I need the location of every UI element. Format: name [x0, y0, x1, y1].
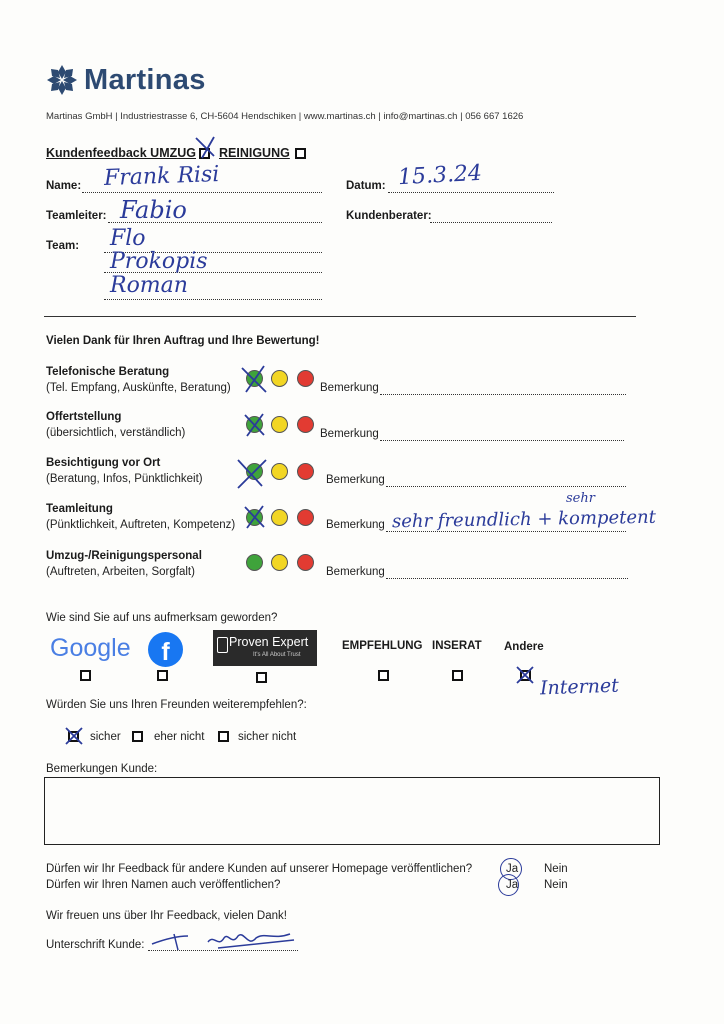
datum-label: Datum:: [346, 180, 386, 192]
title-umzug: Kundenfeedback UMZUG: [46, 146, 197, 160]
rating-subtitle: (Beratung, Infos, Pünktlichkeit): [46, 473, 203, 485]
remark-line[interactable]: [380, 394, 626, 395]
neutral-face-icon[interactable]: [271, 463, 288, 480]
facebook-icon: f: [148, 632, 183, 667]
neutral-face-icon[interactable]: [271, 554, 288, 571]
rating-title: Besichtigung vor Ort: [46, 457, 161, 469]
sad-face-icon[interactable]: [297, 463, 314, 480]
proven-expert-logo: [213, 630, 317, 666]
happy-face-icon[interactable]: [246, 554, 263, 571]
proven-expert-label: Proven Expert: [229, 635, 309, 649]
recommend-eher-nicht-checkbox[interactable]: [132, 731, 143, 742]
comments-label: Bemerkungen Kunde:: [46, 763, 158, 775]
name-line: [82, 192, 322, 193]
source-question: Wie sind Sie auf uns aufmerksam geworden?: [46, 612, 278, 624]
andere-label: Andere: [504, 641, 544, 653]
empfehlung-label: EMPFEHLUNG: [342, 640, 423, 652]
proven-expert-checkbox[interactable]: [256, 672, 267, 683]
recommend-sicher-nicht-label: sicher nicht: [238, 731, 297, 743]
sad-face-icon[interactable]: [297, 554, 314, 571]
logo-mark-icon: [46, 64, 78, 96]
thanks-text: Wir freuen uns über Ihr Feedback, vielen Dank!: [46, 910, 287, 922]
google-checkbox[interactable]: [80, 670, 91, 681]
name-value[interactable]: Frank Risi: [103, 161, 220, 192]
inserat-label: INSERAT: [432, 640, 482, 652]
publish-question-1: Dürfen wir Ihr Feedback für andere Kunden auf unserer Homepage veröffentlichen?: [46, 863, 473, 875]
company-name: Martinas: [84, 64, 206, 96]
remark-above-value: sehr: [566, 491, 595, 506]
publish-2-ja[interactable]: Ja: [506, 879, 519, 891]
rating-subtitle: (Auftreten, Arbeiten, Sorgfalt): [46, 566, 195, 578]
team-member-1[interactable]: Flo: [110, 226, 146, 251]
google-label: Google: [50, 634, 131, 662]
datum-value[interactable]: 15.3.24: [397, 160, 483, 191]
sad-face-icon[interactable]: [297, 509, 314, 526]
remark-label: Bemerkung: [326, 519, 385, 531]
kundenberater-line: [430, 222, 552, 223]
empfehlung-checkbox[interactable]: [378, 670, 389, 681]
publish-2-ja-circle-icon: [498, 874, 519, 896]
reinigung-checkbox[interactable]: [295, 148, 306, 159]
section-divider: [44, 316, 636, 317]
neutral-face-icon[interactable]: [271, 509, 288, 526]
remark-label: Bemerkung: [320, 382, 379, 394]
google-logo: [50, 634, 131, 663]
company-logo: [46, 64, 78, 96]
rating-subtitle: (Tel. Empfang, Auskünfte, Beratung): [46, 382, 231, 394]
teamleiter-value[interactable]: Fabio: [120, 196, 187, 224]
company-address: Martinas GmbH | Industriestrasse 6, CH-5604 Hendschiken | www.martinas.ch | info@martinas.ch | 056 667 1626: [46, 111, 524, 122]
title-reinigung: REINIGUNG: [219, 146, 290, 160]
publish-question-2: Dürfen wir Ihren Namen auch veröffentlichen?: [46, 879, 281, 891]
sad-face-icon[interactable]: [297, 370, 314, 387]
teamleiter-label: Teamleiter:: [46, 210, 107, 222]
team-member-3[interactable]: Roman: [110, 273, 188, 298]
selection-cross-icon: [232, 454, 272, 492]
neutral-face-icon[interactable]: [271, 370, 288, 387]
ratings-intro: Vielen Dank für Ihren Auftrag und Ihre Bewertung!: [46, 335, 320, 347]
rating-subtitle: (übersichtlich, verständlich): [46, 427, 186, 439]
comments-box[interactable]: [44, 777, 660, 845]
facebook-checkbox[interactable]: [157, 670, 168, 681]
selection-cross-icon: [238, 362, 272, 396]
selection-cross-icon: [240, 502, 270, 532]
form-title: [46, 146, 196, 160]
name-label: Name:: [46, 180, 82, 192]
umzug-check-mark-icon: [192, 134, 222, 162]
remark-label: Bemerkung: [320, 428, 379, 440]
kundenberater-label: Kundenberater:: [346, 210, 432, 222]
remark-line[interactable]: [380, 440, 624, 441]
sad-face-icon[interactable]: [297, 416, 314, 433]
remark-label: Bemerkung: [326, 474, 385, 486]
recommend-sicher-nicht-checkbox[interactable]: [218, 731, 229, 742]
rating-title: Umzug-/Reinigungspersonal: [46, 550, 202, 562]
remark-line[interactable]: [386, 486, 626, 487]
proven-expert-tagline: It's All About Trust: [253, 652, 301, 658]
remark-label: Bemerkung: [326, 566, 385, 578]
recommend-check-mark-icon: [63, 725, 85, 747]
team-member-2[interactable]: Prokopis: [110, 249, 208, 274]
recommend-eher-nicht-label: eher nicht: [154, 731, 205, 743]
andere-value[interactable]: Internet: [539, 674, 620, 700]
rating-title: Teamleitung: [46, 503, 113, 515]
publish-1-ja[interactable]: Ja: [506, 863, 519, 875]
signature-label: Unterschrift Kunde:: [46, 939, 145, 951]
team-line-3: [104, 299, 322, 300]
rating-subtitle: (Pünktlichkeit, Auftreten, Kompetenz): [46, 519, 236, 531]
proven-expert-icon: [217, 637, 228, 653]
remark-value[interactable]: sehr freundlich + kompetent: [391, 506, 657, 533]
recommend-question: Würden Sie uns Ihren Freunden weiterempfehlen?:: [46, 699, 307, 711]
recommend-sicher-label: sicher: [90, 731, 121, 743]
publish-1-nein[interactable]: Nein: [544, 863, 568, 875]
team-label: Team:: [46, 240, 80, 252]
inserat-checkbox[interactable]: [452, 670, 463, 681]
remark-line[interactable]: [386, 578, 628, 579]
publish-2-nein[interactable]: Nein: [544, 879, 568, 891]
selection-cross-icon: [240, 410, 270, 440]
rating-title: Offertstellung: [46, 411, 122, 423]
signature-scribble: [148, 924, 298, 956]
rating-title: Telefonische Beratung: [46, 366, 170, 378]
datum-line: [388, 192, 554, 193]
neutral-face-icon[interactable]: [271, 416, 288, 433]
andere-check-mark-icon: [514, 664, 536, 686]
